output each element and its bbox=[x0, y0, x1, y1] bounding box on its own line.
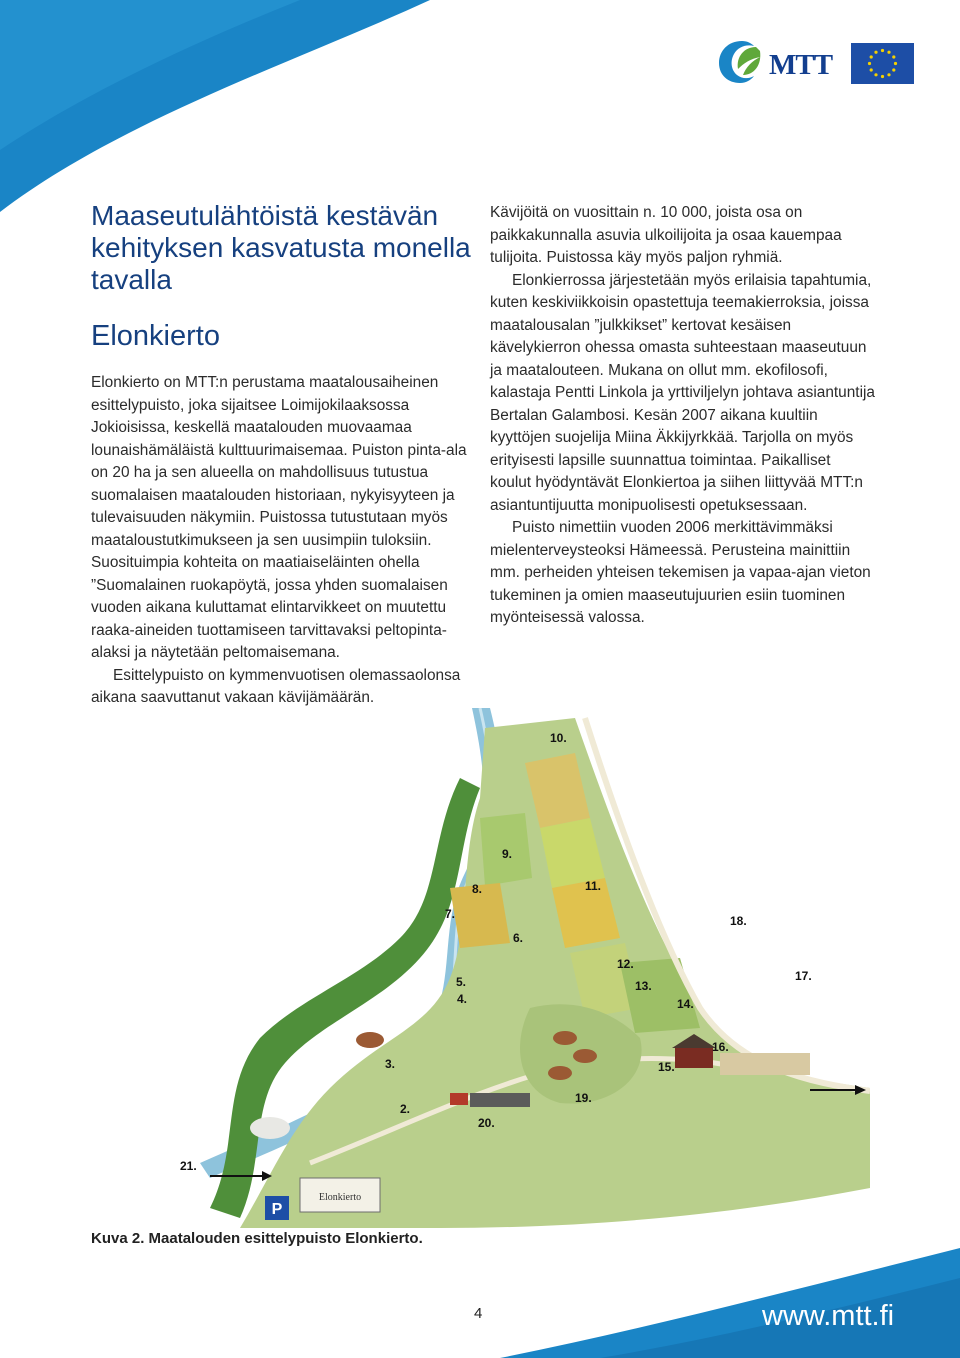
map-label: 10. bbox=[550, 731, 567, 745]
map-label: 3. bbox=[385, 1057, 396, 1071]
map-label: 2. bbox=[400, 1102, 411, 1116]
map-label: 20. bbox=[478, 1116, 495, 1130]
figure-caption: Kuva 2. Maatalouden esittelypuisto Elonkierto. bbox=[91, 1230, 423, 1247]
footer-url-link[interactable]: www.mtt.fi bbox=[762, 1300, 895, 1332]
paragraph: Puisto nimettiin vuoden 2006 merkittävimmäksi mielenterveysteoksi Hämeessä. Perusteina mainittiin mm. perheiden yhteisen tekemisen ja vapaa-ajan vieton tukeminen ja omien maaseutujuurien esiin tuominen myönteisessä valossa. bbox=[490, 519, 871, 626]
paragraph: Esittelypuisto on kymmenvuotisen olemassaolonsa aikana saavuttanut vakaan kävijämäärän. bbox=[91, 666, 461, 706]
map-label: 19. bbox=[575, 1091, 592, 1105]
map-label: 9. bbox=[502, 847, 513, 861]
sheep bbox=[250, 1117, 290, 1139]
right-column bbox=[490, 202, 875, 630]
machinery bbox=[470, 1093, 530, 1107]
barn bbox=[675, 1048, 713, 1068]
map-label: 13. bbox=[635, 979, 652, 993]
corner-swoosh bbox=[0, 0, 430, 215]
map-label: 21. bbox=[180, 1159, 197, 1173]
parking-sign-label: P bbox=[271, 1201, 283, 1218]
page-headline: Maaseutulähtöistä kestävän kehityksen kasvatusta monella tavalla bbox=[91, 200, 471, 295]
mtt-leaf-icon bbox=[716, 37, 768, 87]
paragraph: Kävijöitä on vuosittain n. 10 000, joista osa on paikkakunnalla asuvia ulkoilijoita ja osaa kauempaa tulijoita. Puistossa käy myös paljon ryhmiä. bbox=[490, 204, 842, 266]
entrance-sign-label: Elonkierto bbox=[318, 1192, 362, 1203]
left-column bbox=[91, 200, 476, 710]
mtt-logo[interactable] bbox=[716, 37, 833, 87]
map-label: 7. bbox=[445, 907, 456, 921]
map-label: 18. bbox=[730, 914, 747, 928]
map-label: 15. bbox=[658, 1060, 675, 1074]
eu-flag-icon bbox=[851, 43, 914, 84]
map-label: 16. bbox=[712, 1040, 729, 1054]
page-number: 4 bbox=[474, 1305, 483, 1322]
map-label: 8. bbox=[472, 882, 483, 896]
map-label: 6. bbox=[513, 931, 524, 945]
section-title: Elonkierto bbox=[91, 320, 220, 352]
map-label: 17. bbox=[795, 969, 812, 983]
map-label: 5. bbox=[456, 975, 467, 989]
map-label: 12. bbox=[617, 957, 634, 971]
flower-bed bbox=[720, 1053, 810, 1075]
map-label: 4. bbox=[457, 992, 468, 1006]
mtt-logo-text: MTT bbox=[769, 49, 833, 81]
paragraph: Elonkierto on MTT:n perustama maatalousaiheinen esittelypuisto, joka sijaitsee Loimijokilaaksossa Jokioisissa, keskellä maatalouden muovaamaa lounaishämäläistä kulttuurimaisemaa. Puiston pinta-ala on 20 ha ja sen alueella on mahdollisuus tutustua suomalaisen maatalouden historiaan, nykyisyyteen ja tulevaisuuden näkymiin. Puistossa tutustutaan myös maataloustutkimukseen ja sen uusimpiin tuloksiin. Suosituimpia kohteita on maatiaiseläinten ohella ”Suomalainen ruokapöytä, jossa yhden suomalaisen vuoden aikana kuluttamat elintarvikkeet on muutettu raaka-aineiden tuottamiseen tarvittavaksi peltopinta-alaksi ja näytetään peltomaisemana. bbox=[91, 374, 467, 661]
park-map-illustration bbox=[180, 708, 870, 1228]
paragraph: Elonkierrossa järjestetään myös erilaisia tapahtumia, kuten keskiviikkoisin opastettuja teemakierroksia, joissa maatalousalan ”julkkikset” kertovat kesäisen kävelykierron ohessa omasta suhteestaan maaseutuun ja maatalouteen. Mukana on ollut mm. ekofilosofi, kalastaja Pentti Linkola ja yrttiviljelyn johtava asiantuntija Bertalan Galambosi. Kesän 2007 aikana kuultiin kyyttöjen suojelija Miina Äkkijyrkkää. Tarjolla on myös erityisesti lapsille suunnattua toimintaa. Paikalliset koulut hyödyntävät Elonkiertoa ja siihen liittyvää MTT:n asiantuntijuutta monipuolisesti opetuksessaan. bbox=[490, 271, 875, 514]
map-label: 11. bbox=[585, 879, 602, 893]
left-body-text bbox=[91, 372, 476, 710]
map-label: 14. bbox=[677, 997, 694, 1011]
